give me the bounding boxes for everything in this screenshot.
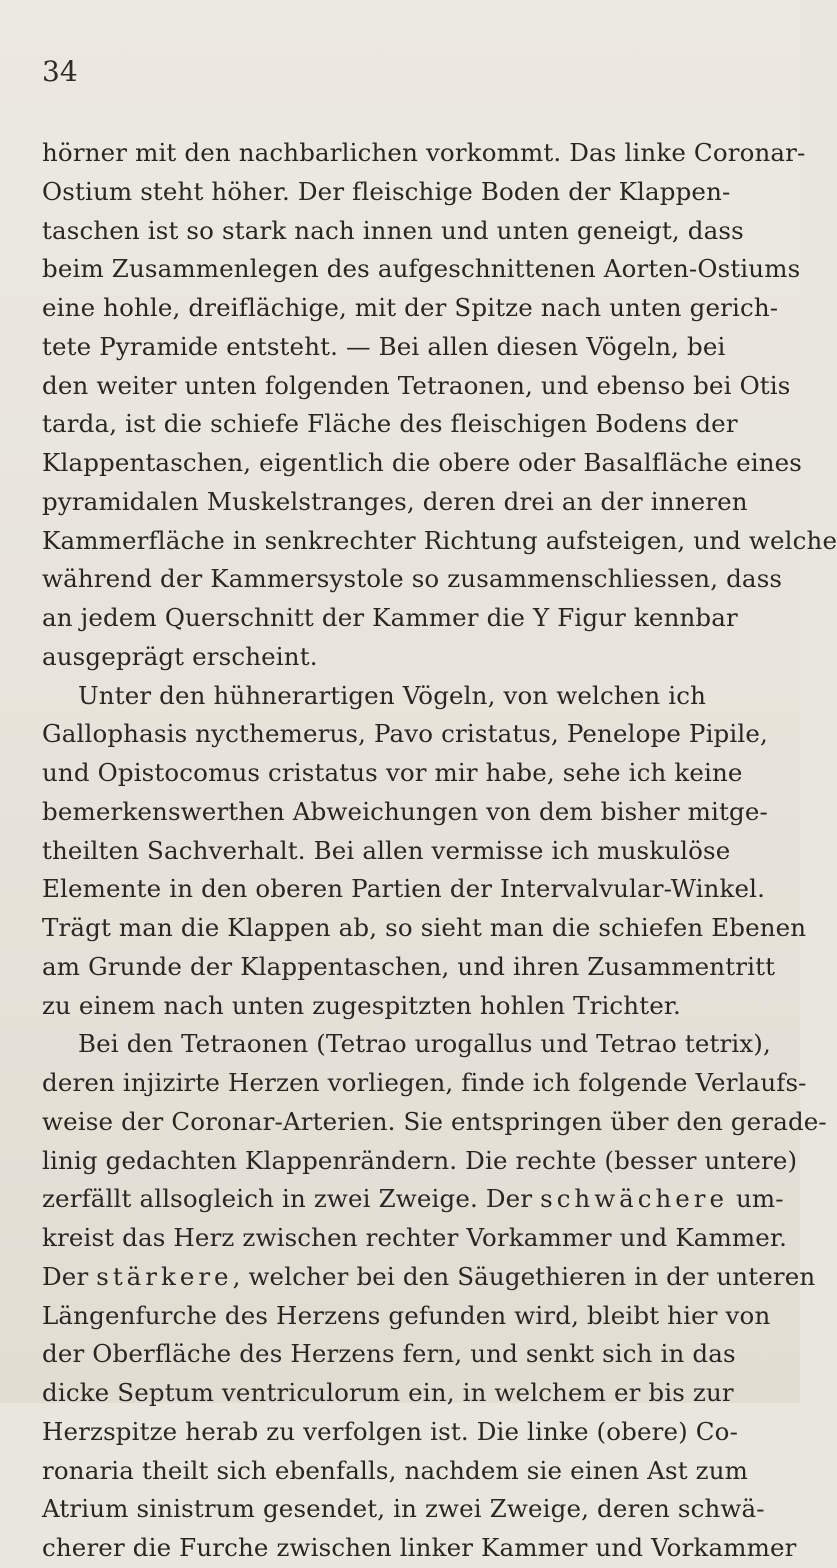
text-line: hörner mit den nachbarlichen vorkommt. Das linke Coronar- [42,138,806,167]
text-line: der Oberfläche des Herzens fern, und senkt sich in das [42,1339,736,1369]
text-line: am Grunde der Klappentaschen, und ihren Zusammentritt [42,951,776,981]
text-line: pyramidalen Muskelstranges, deren drei an der inneren [42,486,748,516]
text-line: bemerkenswerthen Abweichungen von dem bisher mitge- [42,796,768,826]
text-line: cherer die Furche zwischen linker Kammer und Vorkammer [42,1533,797,1562]
text-line: an jedem Querschnitt der Kammer die Y Figur kennbar [42,603,738,632]
text-line: eine hohle, dreiflächige, mit der Spitze nach unten gerich- [42,293,779,322]
text-line: und Opistocomus cristatus vor mir habe, sehe ich keine [42,758,743,787]
text-line: beim Zusammenlegen des aufgeschnittenen Aorten-Ostiums [42,254,801,284]
text-line: deren injizirte Herzen vorliegen, finde ich folgende Verlaufs- [42,1068,807,1097]
text-line: taschen ist so stark nach innen und unten geneigt, dass [42,215,744,245]
text-line: ronaria theilt sich ebenfalls, nachdem sie einen Ast zum [42,1455,749,1485]
text-line: linig gedachten Klappenrändern. Die rechte (besser untere) [42,1145,798,1175]
text-line: Kammerfläche in senkrechter Richtung aufsteigen, und welche [42,525,837,555]
line-fragment: zerfällt allsogleich in zwei Zweige. Der [42,1184,533,1214]
text-line: Klappentaschen, eigentlich die obere oder Basalfläche eines [42,448,802,477]
paragraph-start-line: Bei den Tetraonen (Tetrao urogallus und Tetrao tetrix), [78,1029,771,1059]
text-line-with-spaced-word [42,1180,782,1219]
line-fragment: um- [735,1184,784,1214]
spaced-emphasis-word: stärkere [96,1261,233,1291]
text-line: Elemente in den oberen Partien der Intervalvular-Winkel. [42,874,766,904]
text-line: zu einem nach unten zugespitzten hohlen Trichter. [42,990,681,1020]
line-fragment: , welcher bei den Säugethieren in der unteren [232,1261,816,1291]
text-line-with-spaced-word [42,1258,816,1297]
line-fragment: Der [42,1261,89,1291]
text-line: Längenfurche des Herzens gefunden wird, bleibt hier von [42,1300,771,1330]
text-line: Herzspitze herab zu verfolgen ist. Die linke (obere) Co- [42,1416,739,1446]
body-text [42,134,837,1568]
page-number: 34 [42,55,78,88]
text-line: Atrium sinistrum gesendet, in zwei Zweige, deren schwä- [42,1494,765,1524]
text-line: tete Pyramide entsteht. — Bei allen diesen Vögeln, bei [42,331,726,361]
text-line: den weiter unten folgenden Tetraonen, und ebenso bei Otis [42,370,791,400]
text-line: Gallophasis nycthemerus, Pavo cristatus, Penelope Pipile, [42,719,768,749]
paragraph-start-line: Unter den hühnerartigen Vögeln, von welchen ich [78,680,707,710]
text-line: tarda, ist die schiefe Fläche des fleischigen Bodens der [42,409,738,439]
text-line: während der Kammersystole so zusammenschliessen, dass [42,564,783,594]
text-line: ausgeprägt erscheint. [42,641,318,671]
text-line: Trägt man die Klappen ab, so sieht man die schiefen Ebenen [42,913,807,942]
text-line: weise der Coronar-Arterien. Sie entspringen über den gerade- [42,1106,827,1136]
spaced-emphasis-word: schwächere [540,1184,729,1214]
text-line: theilten Sachverhalt. Bei allen vermisse ich muskulöse [42,835,731,865]
text-line: Ostium steht höher. Der fleischige Boden der Klappen- [42,176,731,206]
text-line: dicke Septum ventriculorum ein, in welchem er bis zur [42,1378,734,1407]
text-line: kreist das Herz zwischen rechter Vorkammer und Kammer. [42,1223,788,1252]
